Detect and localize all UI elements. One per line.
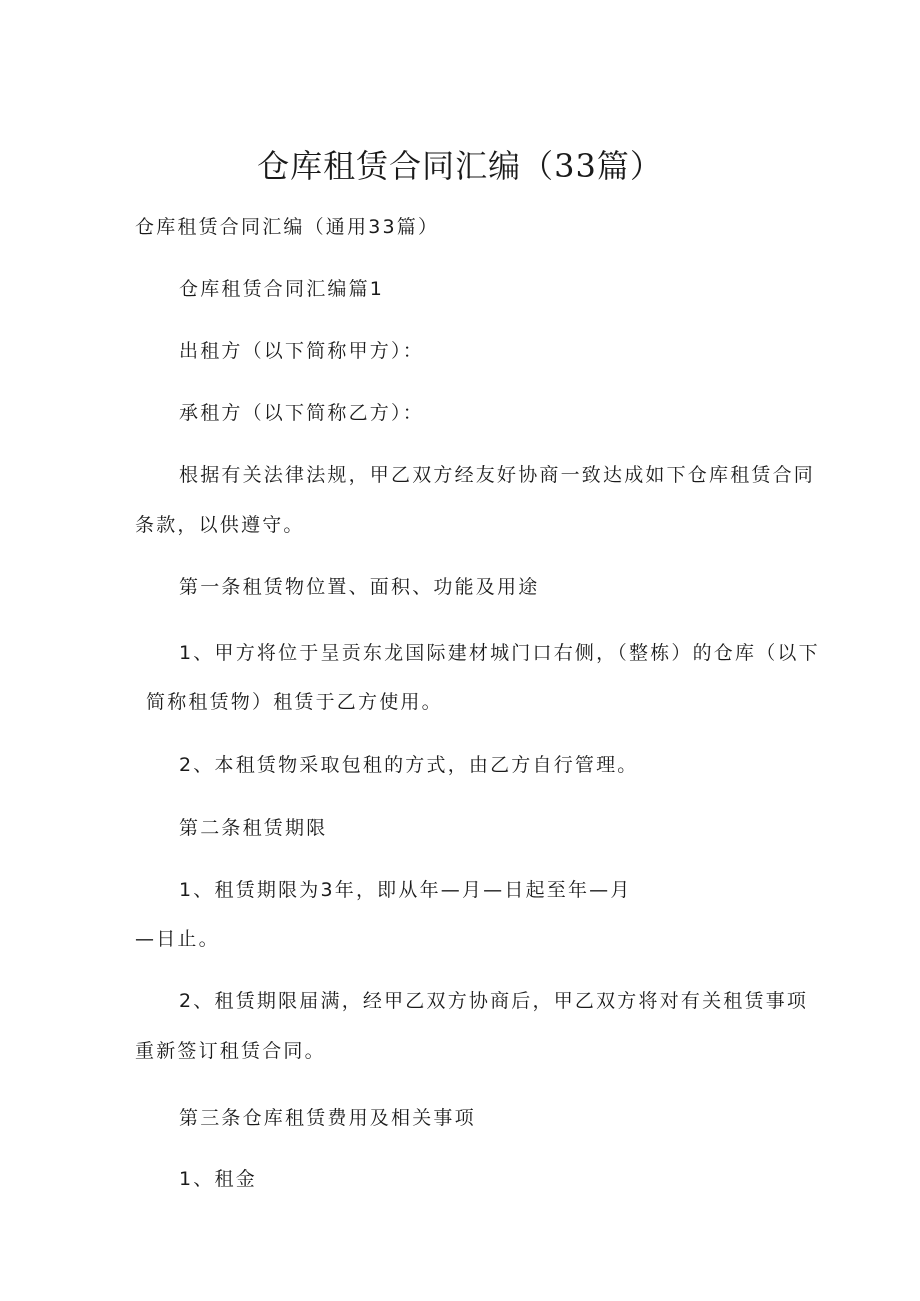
article1-item1-line2: 简称租赁物）租赁于乙方使用。 (146, 691, 443, 713)
section-heading: 仓库租赁合同汇编篇1 (179, 278, 385, 300)
lessee-line: 承租方（以下简称乙方）： (179, 402, 424, 424)
intro-paragraph-line1: 根据有关法律法规，甲乙双方经友好协商一致达成如下仓库租赁合同 (179, 464, 816, 486)
intro-paragraph-line2: 条款，以供遵守。 (135, 514, 305, 536)
article2-item1-line2: —日止。 (135, 928, 220, 950)
document-title: 仓库租赁合同汇编（33篇） (257, 147, 663, 185)
document-subtitle: 仓库租赁合同汇编（通用33篇） (135, 216, 440, 238)
article2-title: 第二条租赁期限 (179, 817, 328, 839)
lessor-line: 出租方（以下简称甲方）： (179, 340, 424, 362)
article3-item1: 1、租金 (179, 1168, 257, 1190)
article1-title: 第一条租赁物位置、面积、功能及用途 (179, 576, 540, 598)
article1-item2: 2、本租赁物采取包租的方式，由乙方自行管理。 (179, 754, 639, 776)
article3-title: 第三条仓库租赁费用及相关事项 (179, 1107, 476, 1129)
article2-item2-line2: 重新签订租赁合同。 (135, 1040, 326, 1062)
article2-item1-line1: 1、租赁期限为3年，即从年—月—日起至年—月 (179, 879, 632, 901)
article2-item2-line1: 2、租赁期限届满，经甲乙双方协商后，甲乙双方将对有关租赁事项 (179, 990, 809, 1012)
article1-item1-line1: 1、甲方将位于呈贡东龙国际建材城门口右侧，（整栋）的仓库（以下 (179, 642, 820, 664)
